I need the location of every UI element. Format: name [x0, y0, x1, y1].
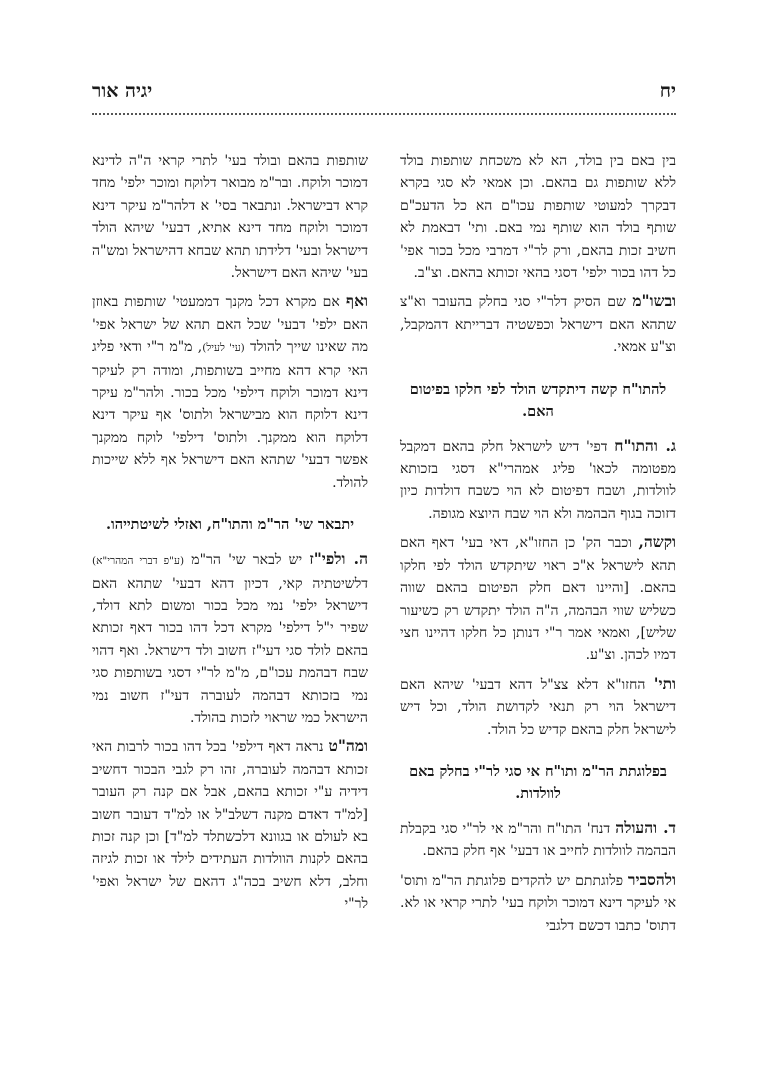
paragraph-lead: ותי' — [653, 673, 677, 693]
citation: (עי' לעיל) — [202, 342, 245, 355]
paragraph-lead: ד. והעולה — [615, 817, 676, 837]
paragraph: ג. והתו"ח דפי' דיש לישראל חלק בהאם דמקבל מפטומה לכאו' פליג אמהרי"א דסגי בזכותא לוולדות, ושבח דפיטום לא הוי כשבח דולדות כיון דזוכה בגוף הבהמה ולא הוי שבח היוצא מגופה. — [400, 435, 676, 522]
left-column — [92, 150, 368, 922]
page-number: יח — [659, 80, 676, 102]
paragraph-lead: ובשו"מ — [632, 291, 676, 311]
paragraph-lead: ג. והתו"ח — [614, 435, 676, 455]
paragraph: ד. והעולה דנח' התו"ח והר"מ אי לר"י סגי בקבלת הבהמה לוולדות לחייב או דבעי' אף חלק בהאם. — [400, 817, 676, 860]
paragraph: ובשו"מ שם הסיק דלר"י סגי בחלק בהעובר וא"צ שתהא האם דישראל וכפשטיה דברייתא דהמקבל, וצ"ע אמאי. — [400, 291, 676, 356]
paragraph: ואף אם מקרא דכל מקנך דממעטי' שותפות באוזן האם ילפי' דבעי' שכל האם תהא של ישראל אפי' מה שאינו שייך להולד (עי' לעיל), מ"מ ר"י ודאי פליג האי קרא דהא מחייב בשותפות, ומודה רק לעיקר דינא דמוכר ולוקח דילפי' מכל בכור. ולהר"מ עיקר דינא דלוקח הוא מבישראל ולתוס' אף עיקר דינא דלוקח הוא ממקנך. ולתוס' דילפי' לוקח ממקנך אפשר דבעי' שתהא האם דישראל אף ללא שייכות להולד. — [92, 291, 369, 491]
section-heading: להתו"ח קשה דיתקדש הולד לפי חלקו בפיטום האם. — [409, 380, 667, 420]
paragraph-lead: ואף — [346, 291, 368, 311]
section-heading: בפלוגתת הר"מ ותו"ח אי סגי לר"י בחלק באם לוולדות. — [409, 762, 667, 802]
paragraph: שותפות בהאם ובולד בעי' לתרי קראי ה"ה לדינא דמוכר ולוקח. ובר"מ מבואר דלוקח ומוכר ילפי' מחד קרא דבישראל. ונתבאר בסי' א דלהר"מ עיקר דינא דמוכר ולוקח מחד דינא אתיא, דבעי' שיהא הולד דישראל ובעי' דלידתו תהא שבחא דהישראל ומש"ה בעי' שיהא האם דישראל. — [92, 153, 368, 282]
paragraph: ה. ולפי"ז יש לבאר שי' הר"מ (ע"פ דברי המהרי"א) דלשיטתיה קאי, דכיון דהא דבעי' שתהא האם דישראל ילפי' נמי מכל בכור ומשום לתא דולד, שפיר י"ל דילפי' מקרא דכל דהו בכור דאף זכותא בהאם לולד סגי דעי"ז חשוב ולד דישראל. ואף דהוי שבח דבהמת עכו"ם, מ"מ לר"י דסגי בשותפות סגי נמי בזכותא דבהמה לעוברה דעי"ז חשוב נמי הישראל כמי שראוי לזכות בהולד. — [92, 549, 368, 726]
paragraph-lead: ומה"ט — [328, 736, 368, 756]
paragraph: בין באם בין בולד, הא לא משכחת שותפות בולד ללא שותפות גם בהאם. וכן אמאי לא סגי בקרא דבקרך למעוטי שותפות עכו"ם הא כל הדעכ"ם שותף בולד הוא שותף נמי באם. ותי' דבאמת לא חשיב זכות בהאם, ורק לר"י דמרבי מכל בכור אפי' כל דהו בכור ילפי' דסגי בהאי זכותא בהאם. וצ"ב. — [400, 153, 676, 282]
paragraph-lead: ה. ולפי"ז — [309, 549, 368, 569]
paragraph-lead: וקשה, — [638, 532, 676, 552]
book-title: יגיה אור — [92, 80, 153, 102]
right-column — [400, 150, 676, 943]
section-heading: יתבאר שי' הר"מ והתו"ח, ואזלי לשיטתייהו. — [105, 516, 354, 534]
header-divider — [92, 113, 676, 115]
paragraph: ומה"ט נראה דאף דילפי' בכל דהו בכור לרבות האי זכותא דבהמה לעוברה, זהו רק לגבי הבכור דחשיב דידיה ע"י זכותא בהאם, אבל אם קנה רק העובר [למ"ד דאדם מקנה דשלב"ל או למ"ד דעובר חשוב בא לעולם או בגוונא דלכשתלד למ"ד] וכן קנה זכות בהאם לקנות הוולדות העתידים לילד או זכות לגיזה וחלב, דלא חשיב בכה"ג דהאם של ישראל ואפי' לר"י — [92, 736, 368, 913]
paragraph: ותי' החזו"א דלא צצ"ל דהא דבעי' שיהא האם דישראל הוי רק תנאי לקדושת הולד, וכל דיש לישראל חלק בהאם קדיש כל הולד. — [400, 673, 677, 738]
running-header — [92, 80, 676, 110]
paragraph: ולהסביר פלוגתתם יש להקדים פלוגתת הר"מ ותוס' אי לעיקר דינא דמוכר ולוקח בעי' לתרי קראי או לא. דתוס' כתבו דכשם דלגבי — [400, 869, 676, 934]
paragraph-lead: ולהסביר — [627, 869, 676, 889]
paragraph: וקשה, וכבר הק' כן החזו"א, דאי בעי' דאף האם תהא לישראל א"כ ראוי שיתקדש הולד לפי חלקו בהאם. [והיינו דאם חלק הפיטום בהאם שווה כשליש שווי הבהמה, ה"ה הולד יתקדש רק כשיעור שליש], ואמאי אמר ר"י דנותן כל חלקו דהיינו חצי דמיו לכהן. וצ"ע. — [400, 532, 676, 664]
citation: (ע"פ דברי המהרי"א) — [92, 555, 185, 568]
